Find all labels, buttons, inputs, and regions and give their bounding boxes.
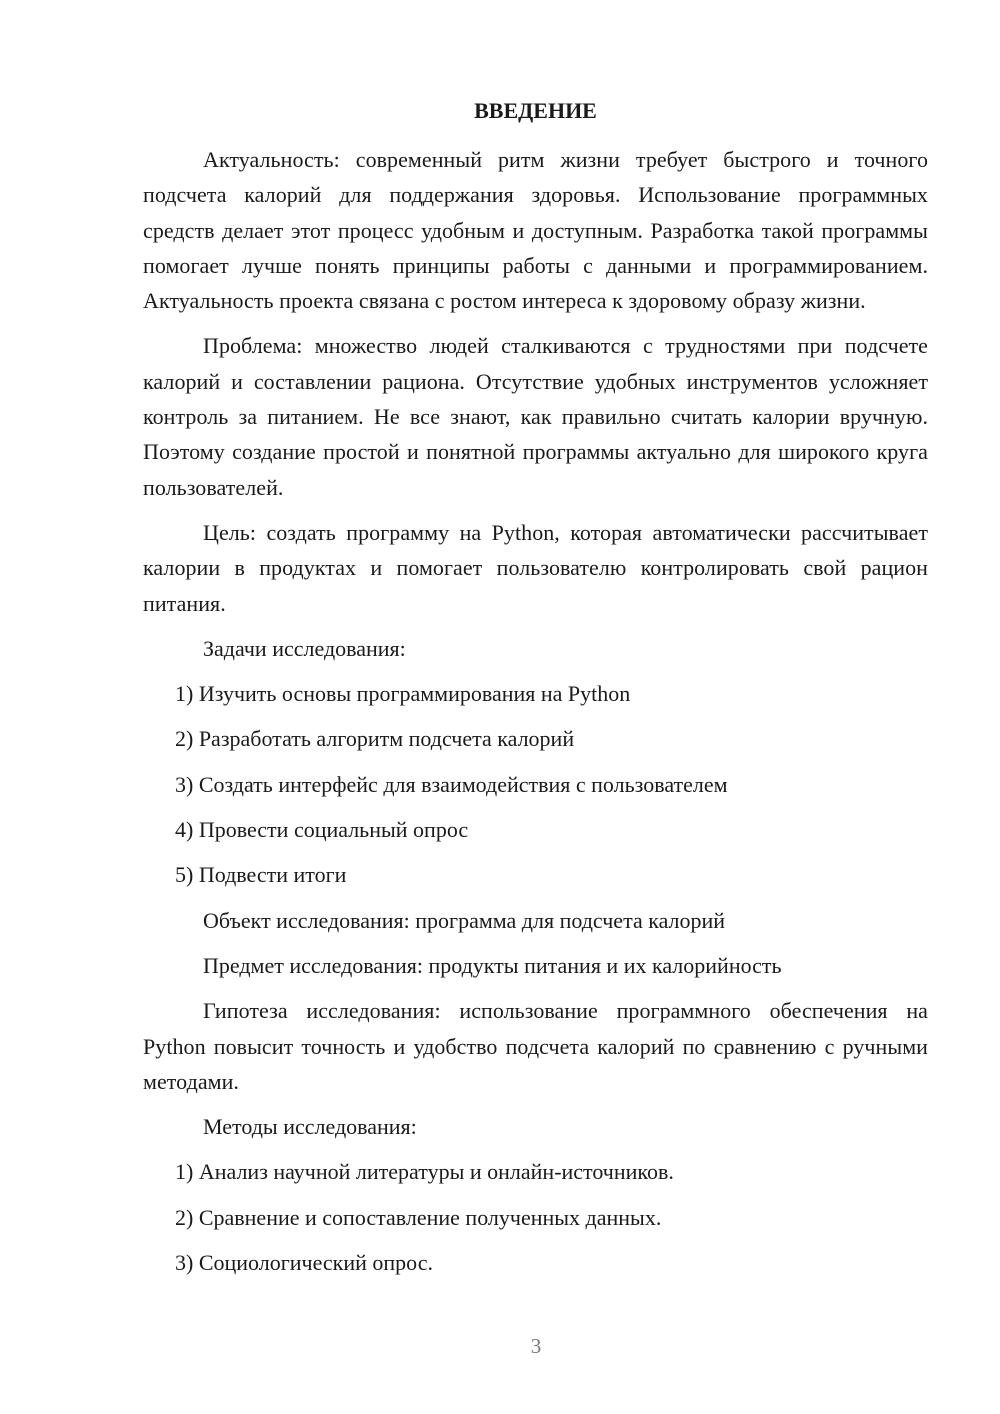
method-item: 2) Сравнение и сопоставление полученных данных. xyxy=(175,1204,662,1230)
object-line: Объект исследования: программа для подсчета калорий xyxy=(203,907,726,933)
page-content xyxy=(143,96,928,1290)
tasks-heading: Задачи исследования: xyxy=(203,635,406,661)
goal-paragraph: Цель: создать программу на Python, которая автоматически рассчитывает калории в продуктах и помогает пользователю контролировать свой рацион питания. xyxy=(143,519,928,616)
task-item: 2) Разработать алгоритм подсчета калорий xyxy=(175,726,575,752)
task-item: 4) Провести социальный опрос xyxy=(175,817,469,843)
task-item: 3) Создать интерфейс для взаимодействия с пользователем xyxy=(175,771,728,797)
section-title: ВВЕДЕНИЕ xyxy=(474,98,597,123)
relevance-paragraph: Актуальность: современный ритм жизни требует быстрого и точного подсчета калорий для поддержания здоровья. Использование программных средств делает этот процесс удобным и доступным. Разработка такой программы помогает лучше понять принципы работы с данными и программированием. Актуальность проекта связана с ростом интереса к здоровому образу жизни. xyxy=(143,147,928,314)
task-item: 5) Подвести итоги xyxy=(175,862,347,888)
methods-heading: Методы исследования: xyxy=(203,1114,417,1140)
subject-line: Предмет исследования: продукты питания и их калорийность xyxy=(203,952,782,978)
method-item: 1) Анализ научной литературы и онлайн-источников. xyxy=(175,1159,674,1185)
problem-paragraph: Проблема: множество людей сталкиваются с трудностями при подсчете калорий и составлении рациона. Отсутствие удобных инструментов усложняет контроль за питанием. Не все знают, как правильно считать калории вручную. Поэтому создание простой и понятной программы актуально для широкого круга пользователей. xyxy=(143,333,928,500)
hypothesis-paragraph: Гипотеза исследования: использование программного обеспечения на Python повысит точность и удобство подсчета калорий по сравнению с ручными методами. xyxy=(143,998,928,1094)
task-item: 1) Изучить основы программирования на Python xyxy=(175,681,631,707)
method-item: 3) Социологический опрос. xyxy=(175,1250,433,1276)
page-number: 3 xyxy=(530,1334,542,1358)
